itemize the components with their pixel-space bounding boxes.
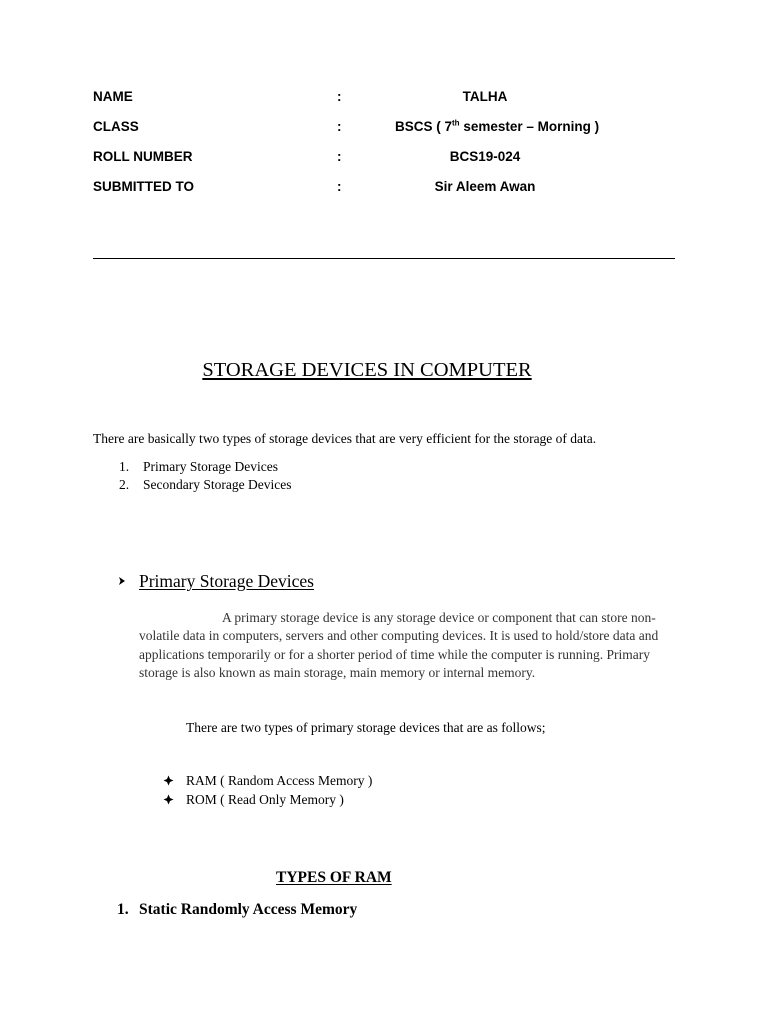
ram-types-title: TYPES OF RAM [276, 869, 392, 886]
ram-type-text: Static Randomly Access Memory [139, 901, 358, 918]
class-value-superscript: th [452, 118, 460, 128]
info-label-name: NAME [93, 89, 133, 104]
primary-storage-heading: Primary Storage Devices [139, 571, 314, 591]
info-colon: : [337, 119, 342, 134]
info-colon: : [337, 179, 342, 194]
horizontal-divider [93, 258, 675, 259]
list-item-text: RAM ( Random Access Memory ) [186, 773, 373, 788]
list-item-number: 1. [119, 459, 130, 474]
list-item-text: ROM ( Read Only Memory ) [186, 792, 344, 807]
class-value-suffix: semester – Morning ) [459, 119, 600, 134]
info-colon: : [337, 89, 342, 104]
diamond-bullet-icon [163, 794, 174, 805]
list-item [119, 459, 278, 475]
document-title: STORAGE DEVICES IN COMPUTER [202, 359, 532, 381]
list-item-text: Primary Storage Devices [143, 459, 278, 474]
primary-types-intro: There are two types of primary storage devices that are as follows; [186, 720, 546, 735]
info-value-roll-number: BCS19-024 [449, 149, 521, 164]
list-item [119, 477, 291, 493]
diamond-bullet-icon [163, 775, 174, 786]
primary-storage-paragraph-text: A primary storage device is any storage device or component that can store non-volatile data in computers, servers and other computing devices. It is used to hold/store data and applications temporarily or for a shorter period of time while the computer is running. Primary storage is also known as main storage, main memory or internal memory. [139, 610, 659, 680]
list-item-text: Secondary Storage Devices [143, 477, 292, 492]
info-value-submitted-to: Sir Aleem Awan [434, 179, 536, 194]
class-value-prefix: BSCS ( 7 [395, 119, 453, 134]
arrow-right-icon [117, 576, 127, 586]
info-value-name: TALHA [462, 89, 508, 104]
list-item [163, 773, 372, 789]
info-label-submitted-to: SUBMITTED TO [93, 179, 194, 194]
list-item-number: 2. [119, 477, 130, 492]
ram-type-number: 1. [117, 901, 129, 918]
ram-type-item [117, 901, 357, 919]
primary-storage-paragraph [139, 609, 669, 682]
info-colon: : [337, 149, 342, 164]
list-item [163, 792, 344, 808]
info-value-class [395, 119, 599, 134]
info-label-roll-number: ROLL NUMBER [93, 149, 193, 164]
intro-text: There are basically two types of storage devices that are very efficient for the storage of data. [93, 431, 597, 446]
primary-storage-heading-row [117, 571, 314, 592]
info-label-class: CLASS [93, 119, 139, 134]
